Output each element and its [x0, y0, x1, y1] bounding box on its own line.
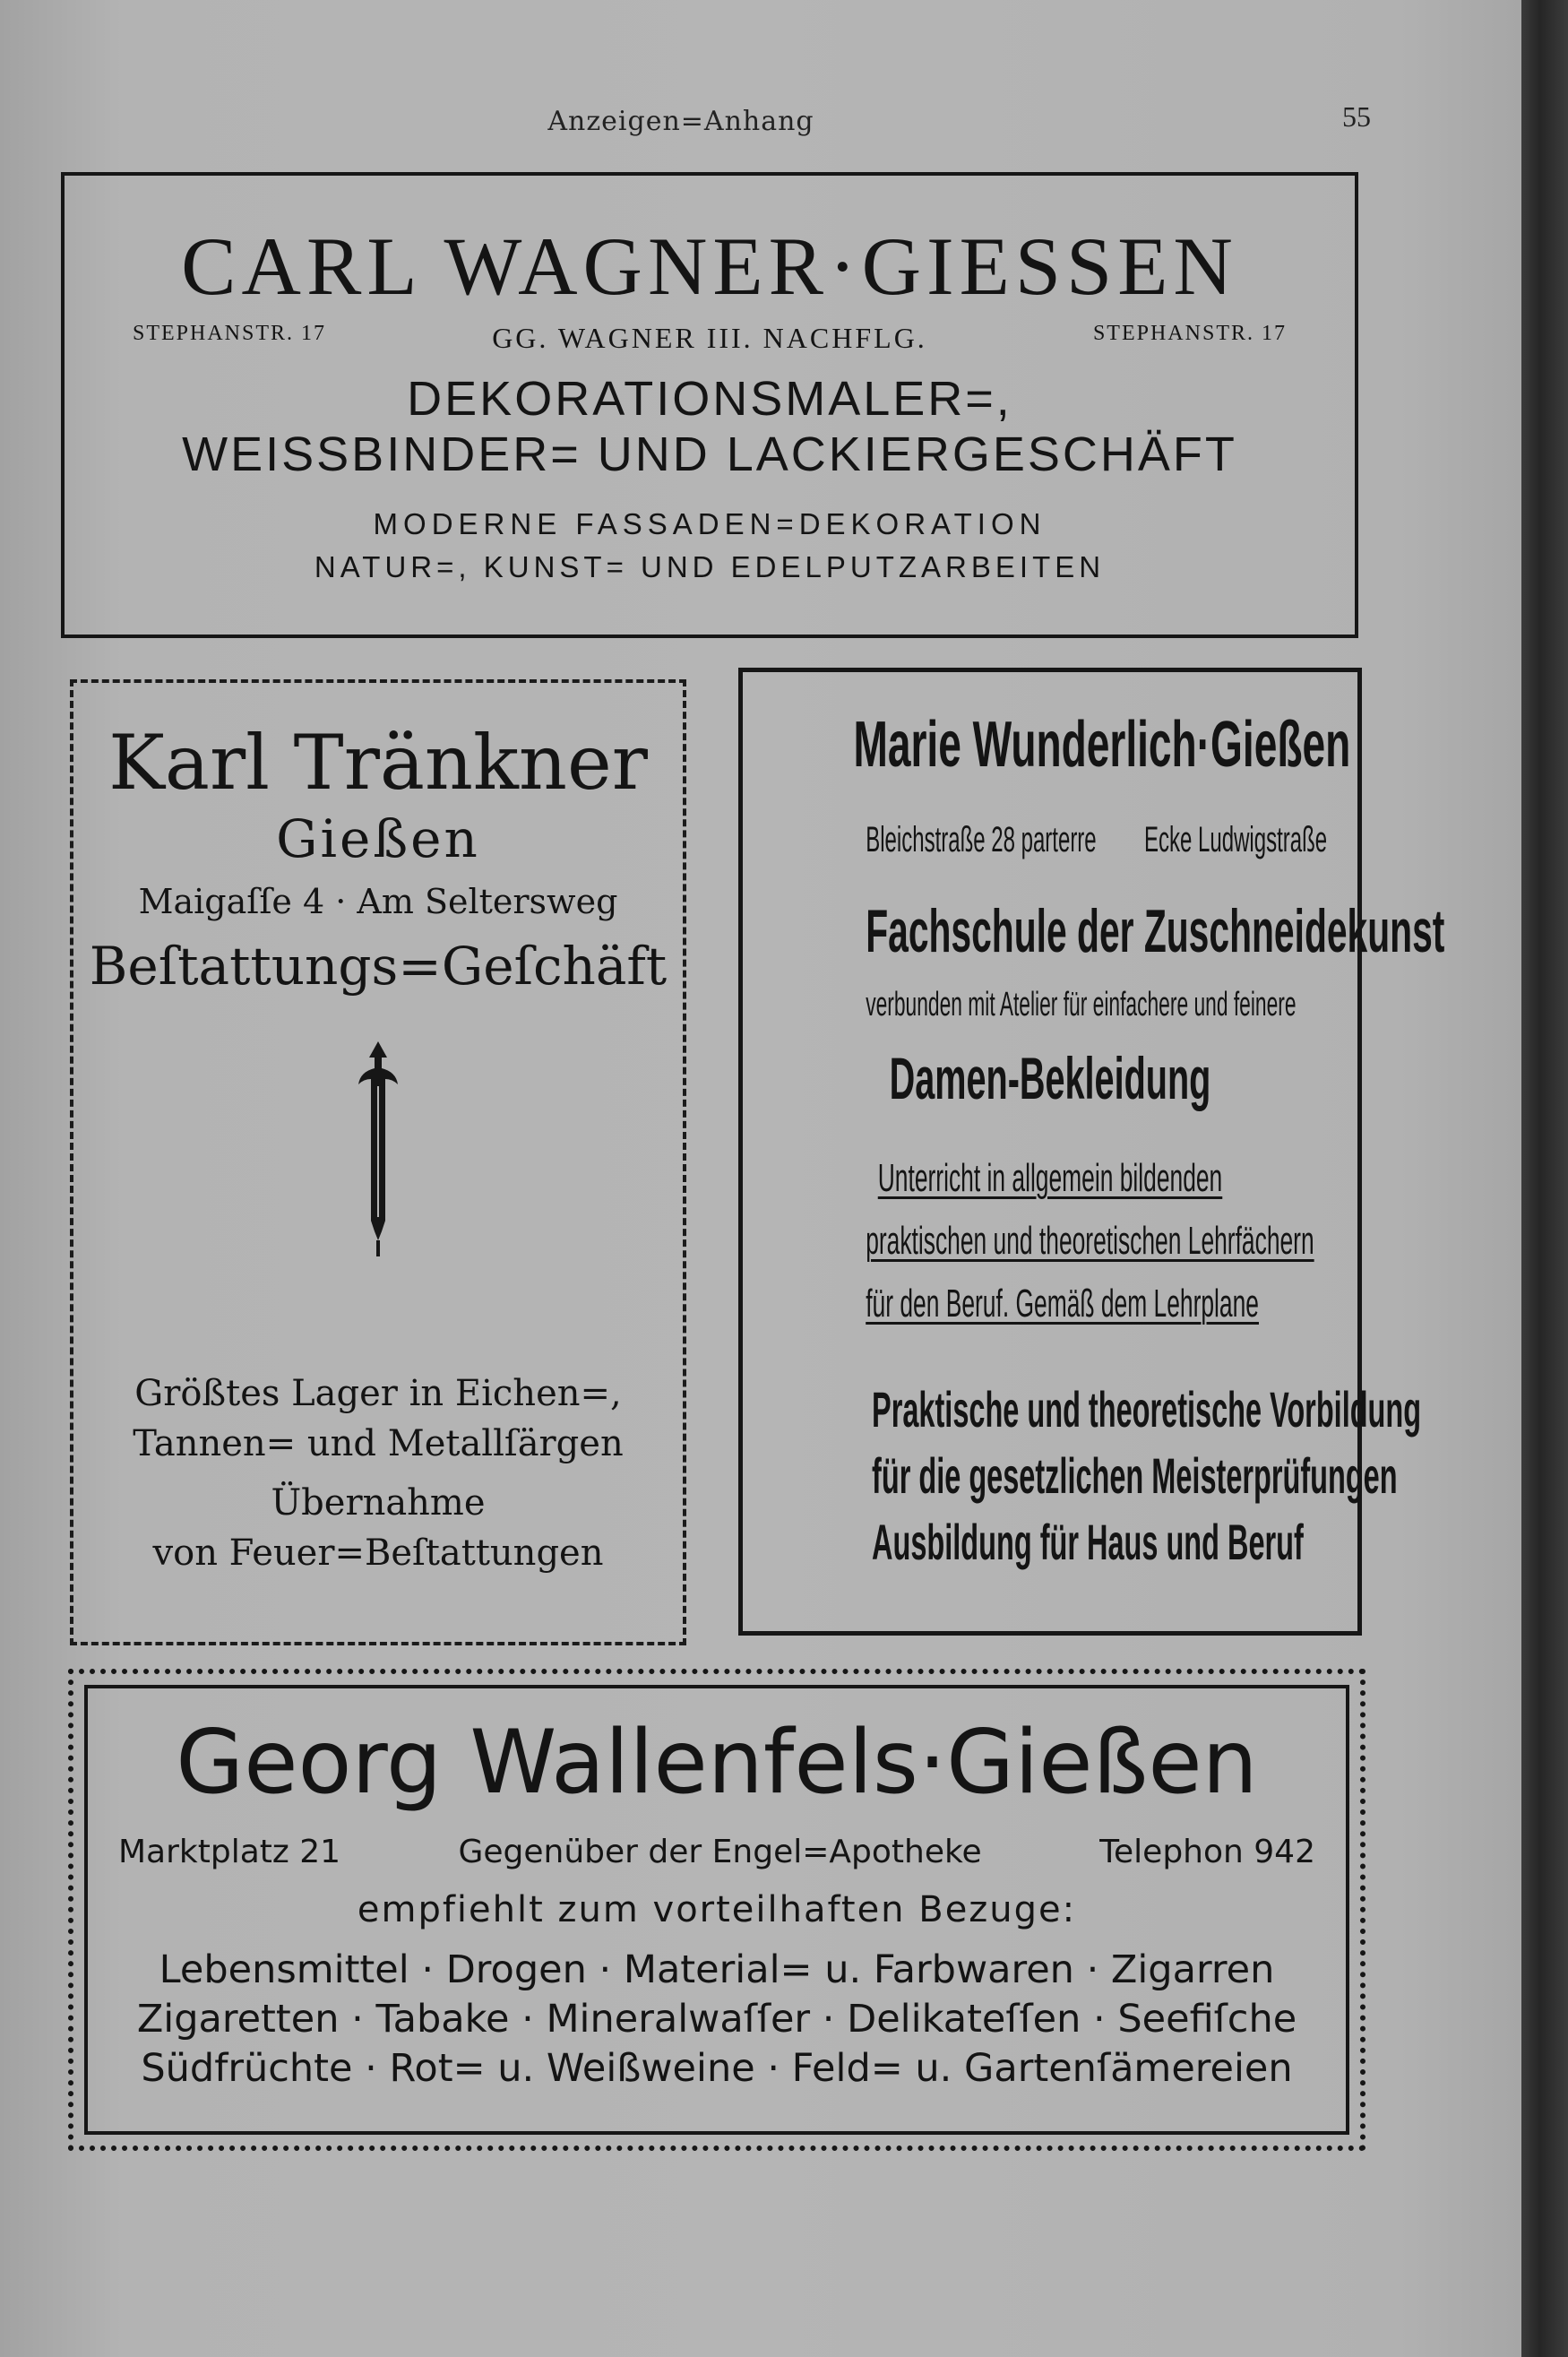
ad-wunderlich-clothing: Damen-Bekleidung — [889, 1045, 1211, 1111]
ad-traenkner-stock1: Größtes Lager in Eichen=, — [134, 1373, 622, 1414]
ad-wunderlich-connected: verbunden mit Atelier für einfachere und feinere — [866, 986, 1297, 1023]
ad-wagner-successor: GG. WAGNER III. NACHFLG. — [492, 322, 927, 354]
ad-traenkner-name: Karl Tränkner — [108, 719, 648, 807]
ad-wagner-line2: WEISSBINDER= UND LACKIERGESCHÄFT — [182, 427, 1237, 481]
page-number: 55 — [1342, 100, 1371, 133]
ad-wunderlich-school: Fachschule der Zuschneidekunst — [866, 897, 1445, 965]
ad-wagner-address-row — [133, 322, 1287, 355]
running-header: Anzeigen=Anhang — [547, 106, 814, 137]
ad-traenkner-service2: von Feuer=Beſtattungen — [152, 1532, 604, 1574]
ad-georg-wallenfels — [68, 1669, 1366, 2151]
ad-wunderlich-teach3: für den Beruf. Gemäß dem Lehrplane — [866, 1282, 1259, 1325]
ad-wallenfels-phone: Telephon 942 — [1099, 1834, 1315, 1870]
ad-marie-wunderlich — [738, 668, 1445, 1636]
ad-wallenfels-address: Marktplatz 21 — [118, 1834, 341, 1870]
ad-wagner-line3: MODERNE FASSADEN=DEKORATION — [373, 507, 1047, 540]
book-spine — [1521, 0, 1568, 2357]
ad-wagner-address-left: STEPHANSTR. 17 — [133, 322, 327, 345]
ad-wunderlich-prep3: Ausbildung für Haus und Beruf — [872, 1514, 1304, 1570]
ad-wunderlich-address-row — [866, 820, 1328, 860]
ad-wunderlich-address-right: Ecke Ludwigstraße — [1144, 820, 1328, 859]
ad-traenkner-city: Gießen — [276, 808, 480, 869]
ad-wunderlich-teach1: Unterricht in allgemein bildenden — [877, 1156, 1223, 1200]
ad-wagner-line4: NATUR=, KUNST= UND EDELPUTZARBEITEN — [314, 550, 1106, 583]
ad-wagner-line1: DEKORATIONSMALER=, — [407, 372, 1012, 426]
ad-carl-wagner — [61, 172, 1358, 638]
ad-wallenfels-goods1: Lebensmittel · Drogen · Material= u. Farbwaren · Zigarren — [159, 1947, 1275, 1992]
ad-wunderlich-teach2: praktischen und theoretischen Lehrfächern — [866, 1219, 1314, 1263]
ad-wallenfels-address-row — [118, 1834, 1315, 1870]
ad-wallenfels-location: Gegenüber der Engel=Apotheke — [458, 1834, 982, 1870]
ad-traenkner-stock2: Tannen= und Metallſärgen — [133, 1423, 624, 1464]
torch-icon — [351, 1041, 405, 1256]
ad-wunderlich-address-left: Bleichstraße 28 parterre — [866, 820, 1097, 859]
ad-wallenfels-goods3: Südfrüchte · Rot= u. Weißweine · Feld= u. Gartenſämereien — [141, 2046, 1293, 2091]
ad-wallenfels-recommend: empfiehlt zum vorteilhaften Bezuge: — [357, 1889, 1077, 1930]
ad-karl-traenkner — [70, 679, 686, 1645]
ad-traenkner-service1: Übernahme — [271, 1482, 486, 1524]
ad-wunderlich-prep1: Praktische und theoretische Vorbildung — [872, 1381, 1422, 1438]
ad-wagner-name: CARL WAGNER·GIESSEN — [181, 220, 1238, 312]
ad-wagner-address-right: STEPHANSTR. 17 — [1092, 322, 1287, 345]
ad-traenkner-address: Maigaſſe 4 · Am Seltersweg — [138, 882, 618, 921]
ad-wunderlich-prep2: für die gesetzlichen Meisterprüfungen — [872, 1447, 1398, 1504]
ad-wunderlich-name: Marie Wunderlich·Gießen — [853, 709, 1351, 781]
ad-traenkner-business: Beſtattungs=Geſchäft — [89, 936, 668, 997]
ad-wallenfels-name: Georg Wallenfels·Gießen — [176, 1712, 1258, 1814]
ad-wallenfels-goods2: Zigaretten · Tabake · Mineralwaſſer · Delikateſſen · Seefiſche — [136, 1997, 1297, 2042]
